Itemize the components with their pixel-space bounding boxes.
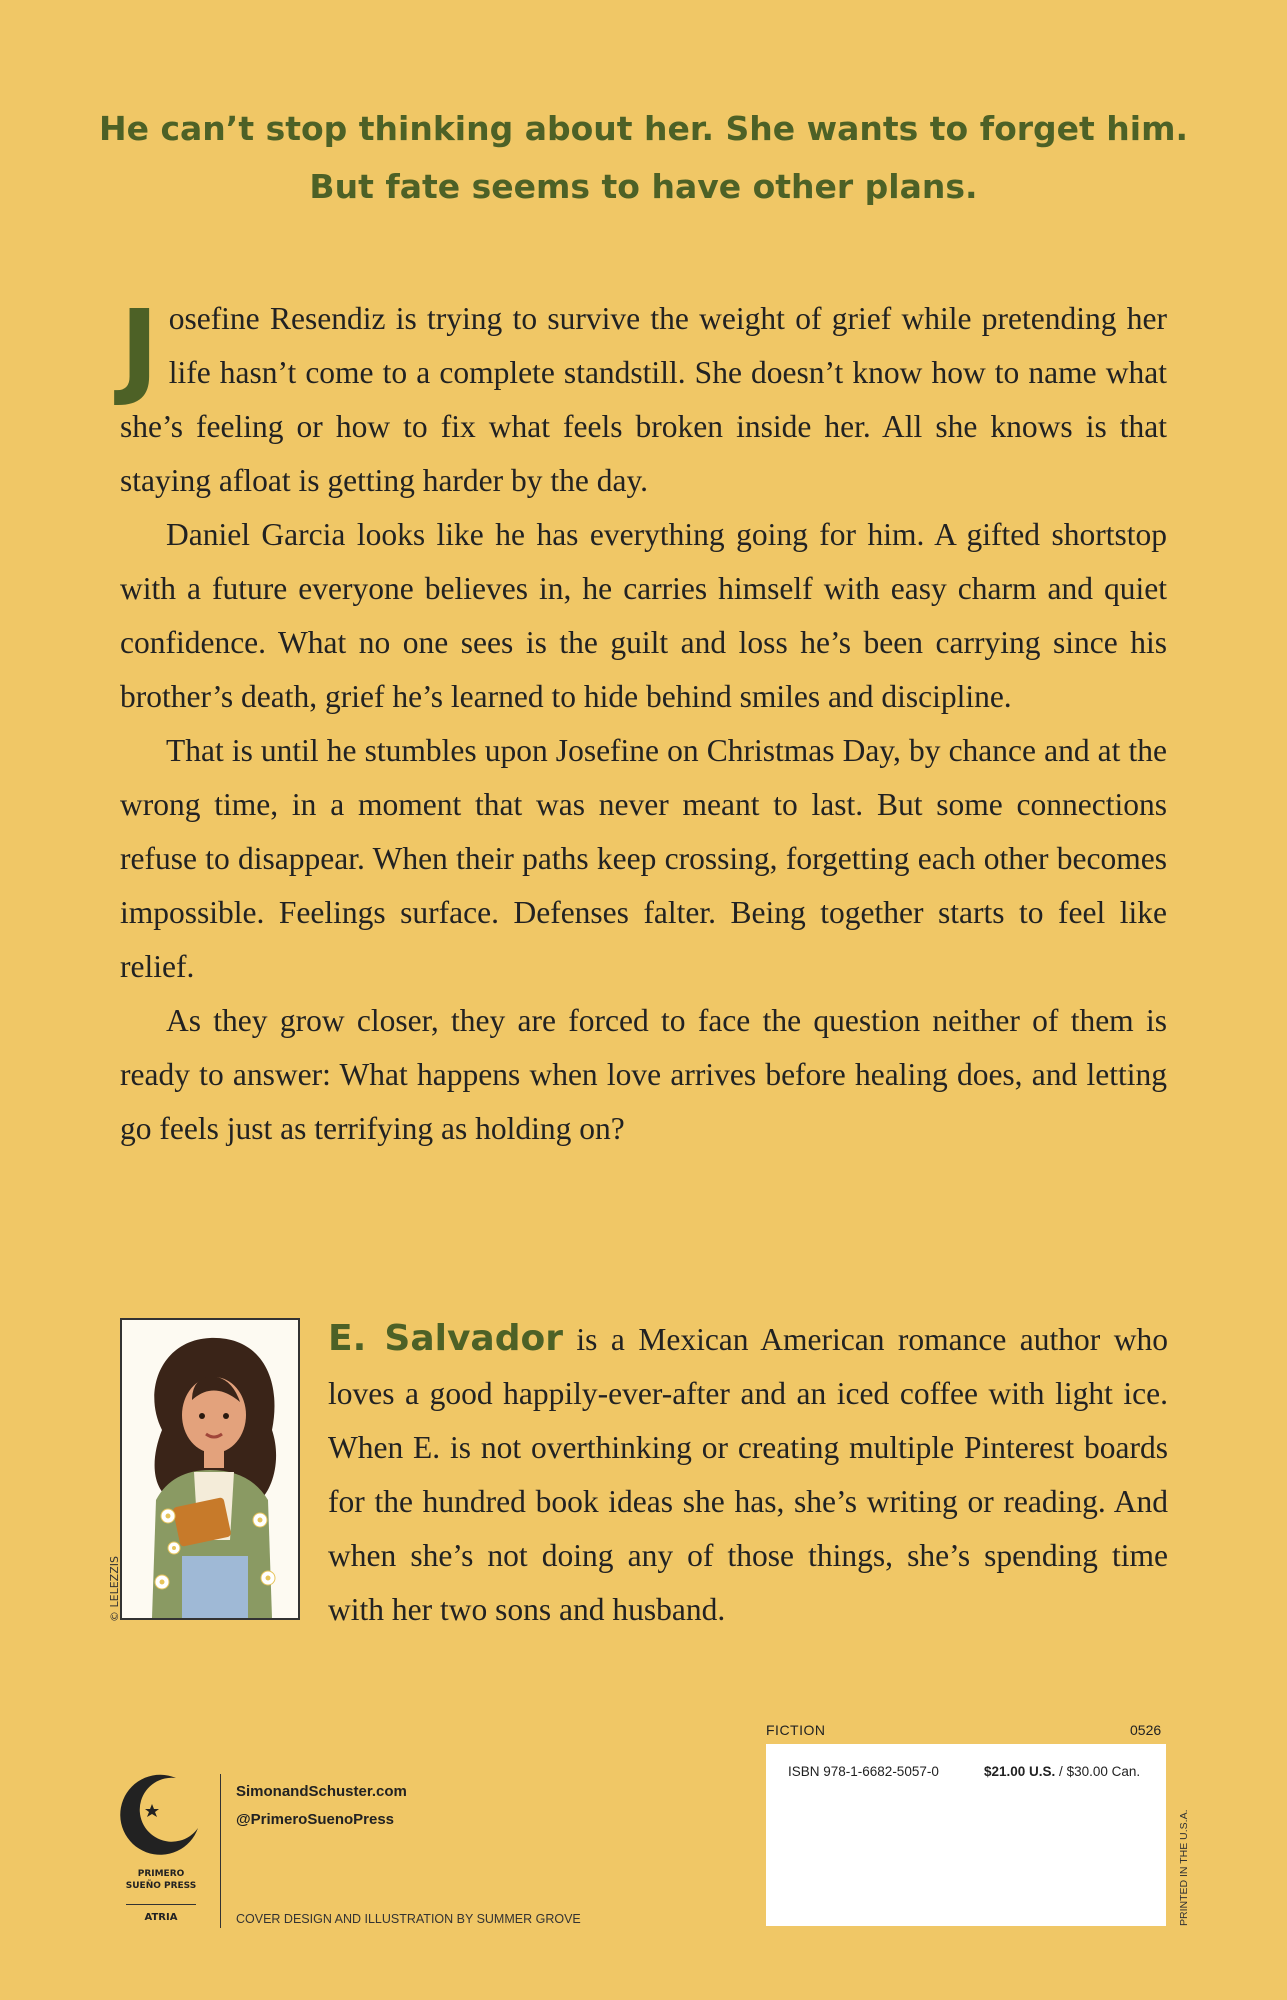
imprint-divider	[126, 1904, 196, 1905]
price-can: $30.00 Can.	[1066, 1764, 1141, 1779]
blurb-paragraph-2: Daniel Garcia looks like he has everything going for him. A gifted shortstop with a future everyone believes in, he carries himself with easy charm and quiet confidence. What no one sees is the guilt and loss he’s been carrying since his brother’s death, grief he’s learned to hide behind smiles and discipline.	[120, 517, 1167, 714]
publisher-name-line-2: SUEÑO PRESS	[125, 1881, 197, 1891]
author-illustration	[120, 1318, 300, 1620]
publisher-name-line-1: PRIMERO	[137, 1869, 185, 1879]
author-portrait-icon	[122, 1320, 298, 1618]
imprint-name: ATRIA	[144, 1912, 178, 1923]
blurb-paragraph-4: As they grow closer, they are forced to face the question neither of them is ready to answer: What happens when love arrives before healing does, and letting go feels just as terrifying as holding on?	[120, 1003, 1167, 1146]
publisher-website: SimonandSchuster.com	[236, 1783, 407, 1800]
drop-cap: J	[120, 287, 159, 409]
publisher-name	[108, 1868, 214, 1892]
price	[984, 1764, 1140, 1779]
author-bio	[328, 1312, 1168, 1637]
printed-in-label: PRINTED IN THE U.S.A.	[1178, 1809, 1190, 1926]
blurb-paragraph-1-text: osefine Resendiz is trying to survive the weight of grief while pretending her life hasn’t come to a complete standstill. She doesn’t know how to name what she’s feeling or how to fix what feels broken inside her. All she knows is that staying afloat is getting harder by the day.	[120, 301, 1167, 498]
publisher-social-handle: @PrimeroSuenoPress	[236, 1811, 395, 1828]
book-blurb	[120, 287, 1167, 1156]
product-code: 0526	[1130, 1722, 1162, 1738]
publisher-divider	[220, 1774, 221, 1928]
tagline-line-2: But fate seems to have other plans.	[309, 167, 978, 206]
photo-credit: © LELEZZIS	[108, 1556, 121, 1622]
barcode-area	[766, 1744, 1166, 1926]
blurb-paragraph-1	[120, 287, 1167, 508]
moon-logo-icon	[116, 1770, 206, 1860]
isbn: ISBN 978-1-6682-5057-0	[788, 1764, 939, 1779]
publisher-logo	[116, 1770, 206, 1860]
author-name: E. Salvador	[328, 1318, 563, 1359]
design-credit: COVER DESIGN AND ILLUSTRATION BY SUMMER GROVE	[236, 1912, 581, 1926]
tagline	[0, 100, 1287, 216]
blurb-paragraph-3: That is until he stumbles upon Josefine on Christmas Day, by chance and at the wrong time, in a moment that was never meant to last. But some connections refuse to disappear. When their paths keep crossing, forgetting each other becomes impossible. Feelings surface. Defenses falter. Being together starts to feel like relief.	[120, 733, 1167, 984]
price-us: $21.00 U.S.	[984, 1764, 1056, 1779]
category-label: FICTION	[766, 1722, 826, 1738]
author-bio-text: is a Mexican American romance author who loves a good happily-ever-after and an iced coffee with light ice. When E. is not overthinking or creating multiple Pinterest boards for the hundred book ideas she has, she’s writing or reading. And when she’s not doing any of those things, she’s spending time with her two sons and husband.	[328, 1322, 1168, 1627]
price-separator: /	[1055, 1764, 1067, 1779]
tagline-line-1: He can’t stop thinking about her. She wants to forget him.	[98, 109, 1189, 148]
